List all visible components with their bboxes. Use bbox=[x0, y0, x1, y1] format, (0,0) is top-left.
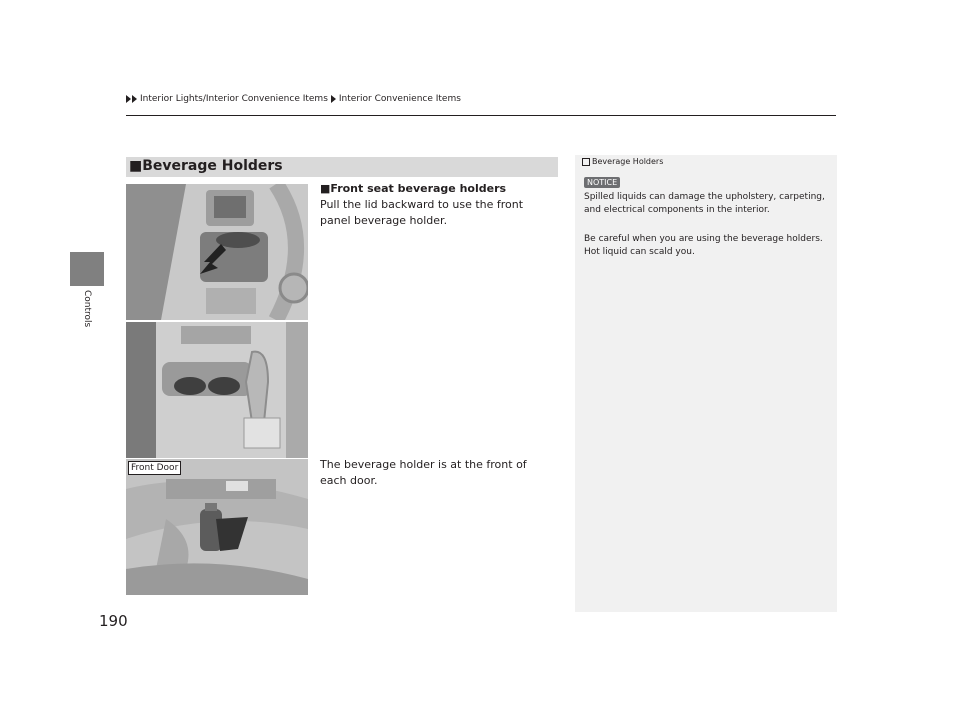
arrow-icon bbox=[331, 95, 336, 103]
sidebar-text: Spilled liquids can damage the upholstery, carpeting, and electrical components in the interior. bbox=[584, 192, 825, 215]
subsection-heading: ■Front seat beverage holders bbox=[320, 182, 507, 195]
front-panel-beverage-holder-illustration bbox=[126, 184, 308, 320]
notice-badge: NOTICE bbox=[584, 177, 620, 188]
header-divider bbox=[126, 115, 836, 116]
sidebar-text: Be careful when you are using the beverage holders. Hot liquid can scald you. bbox=[584, 234, 823, 257]
body-text: The beverage holder is at the front of each door. bbox=[320, 458, 527, 487]
chapter-tab bbox=[70, 252, 104, 286]
section-header bbox=[126, 157, 558, 177]
breadcrumb bbox=[126, 94, 464, 104]
center-console-cup-holders-illustration bbox=[126, 322, 308, 458]
breadcrumb-item[interactable]: Interior Convenience Items bbox=[338, 94, 461, 104]
section-title: ■Beverage Holders bbox=[129, 158, 283, 174]
breadcrumb-item[interactable]: Interior Lights/Interior Convenience Items bbox=[140, 94, 328, 104]
chapter-label: Controls bbox=[82, 290, 92, 328]
body-text: Pull the lid backward to use the front panel beverage holder. bbox=[320, 198, 524, 227]
arrow-icon bbox=[126, 95, 131, 103]
image-label: Front Door bbox=[128, 461, 181, 475]
arrow-icon bbox=[132, 95, 137, 103]
page-number: 190 bbox=[99, 612, 128, 630]
front-door-beverage-holder-illustration bbox=[126, 459, 308, 595]
reference-icon bbox=[582, 158, 590, 166]
notes-sidebar bbox=[575, 155, 837, 612]
sidebar-heading bbox=[582, 157, 663, 166]
sidebar-heading-text: Beverage Holders bbox=[592, 157, 664, 166]
